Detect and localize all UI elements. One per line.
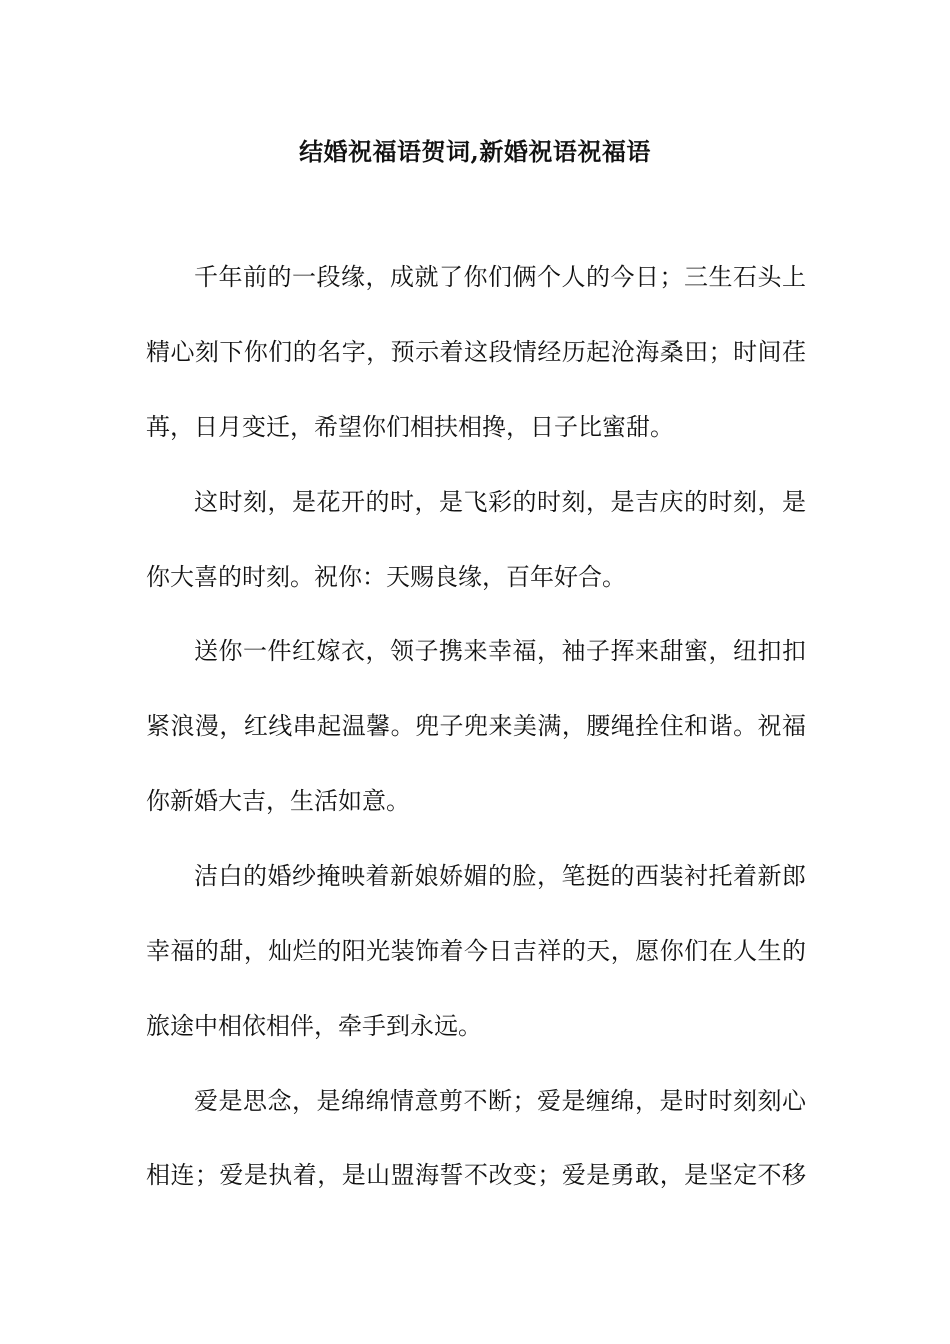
paragraph-5-line-2: 相连；爱是执着，是山盟海誓不改变；爱是勇敢，是坚定不移 xyxy=(146,1161,806,1189)
paragraph-5-line-1: 爱是思念，是绵绵情意剪不断；爱是缠绵，是时时刻刻心 xyxy=(194,1087,806,1115)
paragraph-1-line-3: 苒，日月变迁，希望你们相扶相搀，日子比蜜甜。 xyxy=(146,413,674,441)
paragraph-4-line-3: 旅途中相依相伴，牵手到永远。 xyxy=(146,1012,482,1040)
paragraph-2-line-2: 你大喜的时刻。祝你：天赐良缘，百年好合。 xyxy=(146,563,626,591)
paragraph-3-line-3: 你新婚大吉，生活如意。 xyxy=(146,787,410,815)
paragraph-4-line-2: 幸福的甜，灿烂的阳光装饰着今日吉祥的天，愿你们在人生的 xyxy=(146,937,806,965)
page-title: 结婚祝福语贺词,新婚祝语祝福语 xyxy=(299,137,651,166)
paragraph-4-line-1: 洁白的婚纱掩映着新娘娇媚的脸，笔挺的西装衬托着新郎 xyxy=(194,862,806,890)
paragraph-1-line-1: 千年前的一段缘，成就了你们俩个人的今日；三生石头上 xyxy=(194,263,806,291)
paragraph-3-line-1: 送你一件红嫁衣，领子携来幸福，袖子挥来甜蜜，纽扣扣 xyxy=(194,637,806,665)
paragraph-3-line-2: 紧浪漫，红线串起温馨。兜子兜来美满，腰绳拴住和谐。祝福 xyxy=(146,712,806,740)
paragraph-2-line-1: 这时刻，是花开的时，是飞彩的时刻，是吉庆的时刻，是 xyxy=(194,488,806,516)
paragraph-1-line-2: 精心刻下你们的名字，预示着这段情经历起沧海桑田；时间荏 xyxy=(146,338,806,366)
